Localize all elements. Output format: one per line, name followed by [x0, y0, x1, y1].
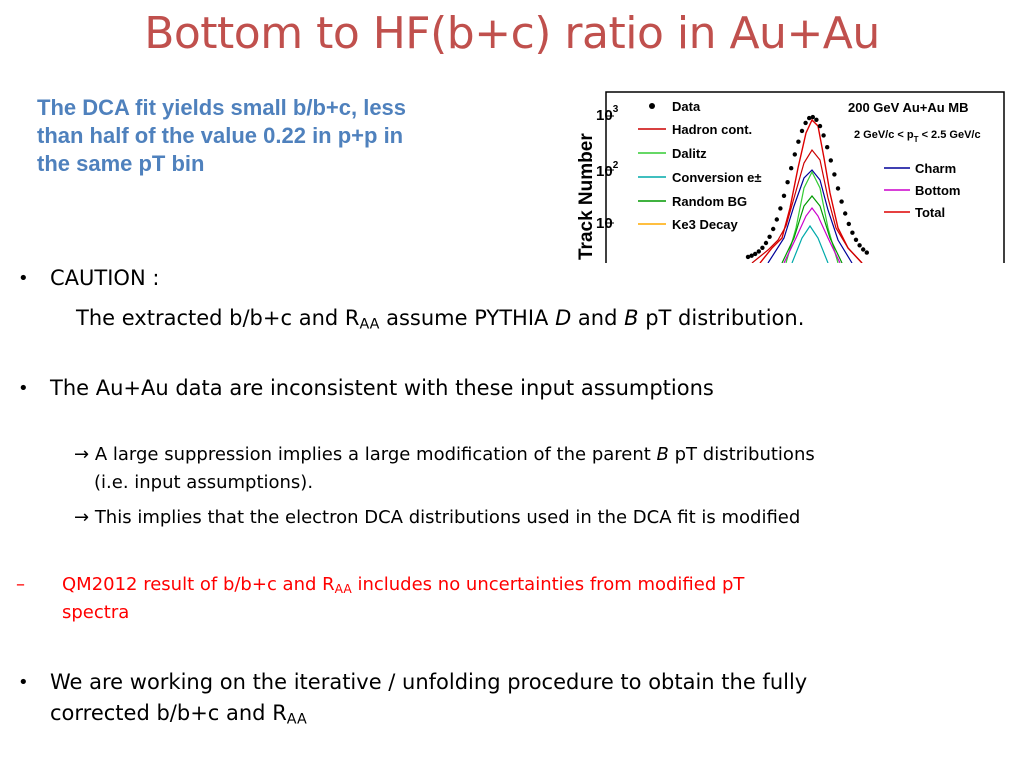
dash-qm2012: – — [16, 574, 25, 595]
legend-data-marker — [649, 103, 655, 109]
note-line-3: the same pT bin — [37, 151, 205, 176]
implication-1-cont: (i.e. input assumptions). — [94, 472, 314, 493]
data-point — [753, 252, 757, 256]
legend-charm: Charm — [915, 161, 957, 176]
y-tick-100: $10^2$ — [596, 160, 619, 180]
slide-title: Bottom to HF(b+c) ratio in Au+Au — [144, 8, 880, 59]
arrow-icon: → — [74, 444, 90, 465]
implication-1: → A large suppression implies a large modification of the parent B pT distributions — [74, 444, 815, 465]
y-tick-1000: $10^3$ — [596, 104, 619, 124]
y-tick-10: 10 — [596, 215, 613, 232]
data-point — [857, 243, 861, 247]
data-point — [803, 121, 807, 125]
data-point — [800, 129, 804, 133]
note-line-2: than half of the value 0.22 in p+p in — [37, 123, 404, 148]
plot-pt-range: 2 $GeV/c < p_T < 2.5$ GeV/c — [854, 129, 981, 144]
bullet-inconsistent-dot: • — [18, 378, 29, 399]
data-point — [796, 140, 800, 144]
qm2012-text-cont: spectra — [62, 602, 130, 623]
data-point — [760, 246, 764, 250]
legend-total: Total — [915, 205, 946, 220]
data-point — [771, 227, 775, 231]
data-point — [854, 238, 858, 242]
bullet-working-dot: • — [18, 672, 29, 693]
data-point — [767, 235, 771, 239]
bullet-inconsistent: The Au+Au data are inconsistent with these input assumptions — [50, 376, 714, 400]
legend-ke3: Ke3 Decay — [672, 217, 738, 232]
y-axis-label: Track Number — [576, 133, 597, 260]
legend-bottom: Bottom — [915, 183, 961, 198]
data-point — [825, 145, 829, 149]
bullet-caution-dot: • — [18, 268, 29, 289]
legend-random: Random BG — [672, 194, 748, 209]
dca-plot — [572, 88, 1012, 263]
plot-data-points — [746, 115, 869, 259]
data-point — [789, 166, 793, 170]
data-point — [829, 158, 833, 162]
bullet-caution: CAUTION : — [50, 266, 160, 290]
data-point — [757, 249, 761, 253]
data-point — [850, 231, 854, 235]
dca-plot-svg — [572, 88, 1012, 263]
data-point — [861, 247, 865, 251]
data-point — [832, 172, 836, 176]
bullet-working: We are working on the iterative / unfolding procedure to obtain the fully — [50, 670, 808, 694]
bullet-working-cont: corrected b/b+c and $R_{AA}$ — [50, 701, 307, 728]
plot-curves — [752, 120, 862, 263]
data-point — [847, 222, 851, 226]
blue-note — [37, 94, 527, 178]
caution-text: The extracted b/b+c and $R_{AA}$ assume PYTHIA D and B pT distribution. — [76, 306, 805, 333]
data-point — [764, 241, 768, 245]
data-point — [785, 180, 789, 184]
legend-conversion: Conversion e± — [672, 170, 762, 185]
data-point — [865, 250, 869, 254]
curve-conversion — [792, 226, 828, 263]
data-point — [818, 124, 822, 128]
curve-bottom — [784, 208, 840, 263]
curve-hadron — [752, 150, 862, 263]
implication-2: → This implies that the electron DCA distributions used in the DCA fit is modified — [74, 507, 801, 528]
legend-data: Data — [672, 99, 701, 114]
data-point — [775, 217, 779, 221]
data-point — [793, 152, 797, 156]
data-point — [782, 194, 786, 198]
data-point — [821, 133, 825, 137]
curve-total — [760, 120, 862, 263]
curve-charm — [768, 170, 852, 263]
qm2012-text: QM2012 result of b/b+c and $R_{AA}$ includes no uncertainties from modified pT — [62, 574, 745, 597]
plot-header: 200 GeV Au+Au MB — [848, 100, 969, 115]
data-point — [811, 115, 815, 119]
legend-dalitz: Dalitz — [672, 146, 707, 161]
arrow-icon: → — [74, 507, 90, 528]
data-point — [836, 186, 840, 190]
data-point — [814, 118, 818, 122]
legend-hadron: Hadron cont. — [672, 122, 753, 137]
data-point — [843, 211, 847, 215]
data-point — [778, 206, 782, 210]
note-line-1: The DCA fit yields small b/b+c, less — [37, 95, 407, 120]
data-point — [839, 199, 843, 203]
